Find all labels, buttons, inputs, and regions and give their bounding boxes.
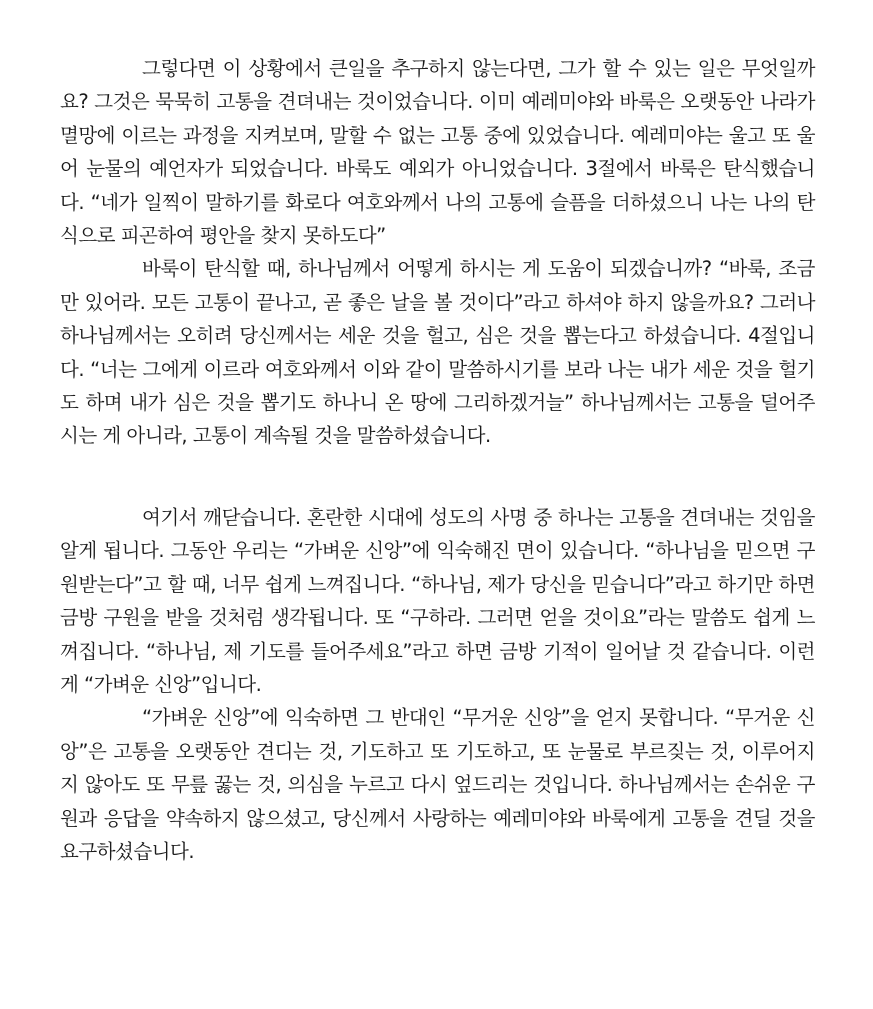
paragraph-2: 바룩이 탄식할 때, 하나님께서 어떻게 하시는 게 도움이 되겠습니까? “바룩, 조금만 있어라. 모든 고통이 끝나고, 곧 좋은 날을 볼 것이다”라고 하셔야 하지 않을까요? 그러나 하나님께서는 오히려 당신께서는 세운 것을 헐고, 심은 것을 뽑는다고 하셨습니다. 4절입니다. “너는 그에게 이르라 여호와께서 이와 같이 말씀하시기를 보라 나는 내가 세운 것을 헐기도 하며 내가 심은 것을 뽑기도 하나니 온 땅에 그리하겠거늘” 하나님께서는 고통을 덜어주시는 게 아니라, 고통이 계속될 것을 말씀하셨습니다. (60, 257, 815, 448)
paragraph-gap (60, 453, 815, 501)
paragraph-3: 여기서 깨닫습니다. 혼란한 시대에 성도의 사명 중 하나는 고통을 견뎌내는 것임을 알게 됩니다. 그동안 우리는 “가벼운 신앙”에 익숙해진 면이 있습니다. “하나님을 믿으면 구원받는다”고 할 때, 너무 쉽게 느껴집니다. “하나님, 제가 당신을 믿습니다”라고 하기만 하면 금방 구원을 받을 것처럼 생각됩니다. 또 “구하라. 그러면 얻을 것이요”라는 말씀도 쉽게 느껴집니다. “하나님, 제 기도를 들어주세요”라고 하면 금방 기적이 일어날 것 같습니다. 이런 게 “가벼운 신앙”입니다. (60, 505, 815, 696)
paragraph-4: “가벼운 신앙”에 익숙하면 그 반대인 “무거운 신앙”을 얻지 못합니다. “무거운 신앙”은 고통을 오랫동안 견디는 것, 기도하고 또 기도하고, 또 눈물로 부르짖는 것, 이루어지지 않아도 또 무릎 꿇는 것, 의심을 누르고 다시 엎드리는 것입니다. 하나님께서는 손쉬운 구원과 응답을 약속하지 않으셨고, 당신께서 사랑하는 예레미야와 바룩에게 고통을 견딜 것을 요구하셨습니다. (60, 706, 815, 863)
paragraph-1: 그렇다면 이 상황에서 큰일을 추구하지 않는다면, 그가 할 수 있는 일은 무엇일까요? 그것은 묵묵히 고통을 견뎌내는 것이었습니다. 이미 예레미야와 바룩은 오랫동안 나라가 멸망에 이르는 과정을 지켜보며, 말할 수 없는 고통 중에 있었습니다. 예레미야는 울고 또 울어 눈물의 예언자가 되었습니다. 바룩도 예외가 아니었습니다. 3절에서 바룩은 탄식했습니다. “네가 일찍이 말하기를 화로다 여호와께서 나의 고통에 슬픔을 더하셨으니 나는 나의 탄식으로 피곤하여 평안을 찾지 못하도다” (60, 57, 815, 248)
